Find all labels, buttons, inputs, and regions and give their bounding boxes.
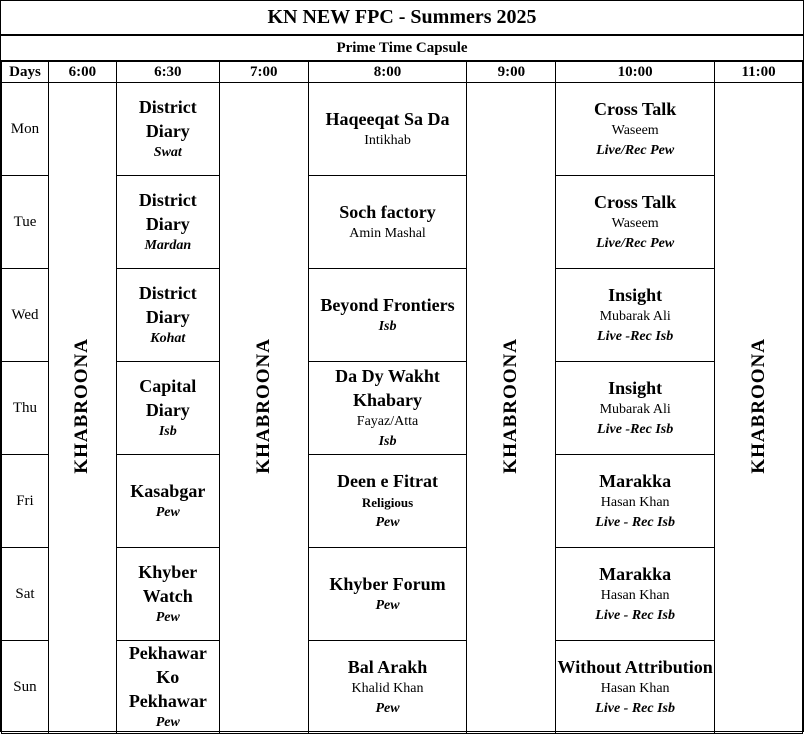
- program-note: Live/Rec Pew: [596, 143, 675, 158]
- slot-1000-cell: [556, 548, 715, 641]
- program-title: Pekhawar Ko Pekhawar: [128, 643, 207, 711]
- program-note: Pew: [375, 515, 400, 530]
- slot-630-cell: [116, 83, 219, 176]
- slot-800-cell: [308, 176, 467, 269]
- header-1000: 10:00: [556, 62, 715, 83]
- slot-800-cell: [308, 362, 467, 455]
- program-note: Pew: [375, 598, 400, 613]
- slot-1000-cell: [556, 83, 715, 176]
- slot-800-cell: [308, 548, 467, 641]
- table-row: [2, 362, 803, 455]
- header-row: [2, 62, 803, 83]
- program-note: Isb: [158, 424, 177, 439]
- program-title: Marakka: [599, 471, 672, 491]
- program-title: Insight: [608, 285, 663, 305]
- program-title: District Diary: [138, 190, 197, 234]
- program-note: Live -Rec Isb: [597, 422, 674, 437]
- day-label: Fri: [2, 455, 49, 548]
- khabroona-label: KHABROONA: [500, 337, 522, 474]
- program-title: Khyber Watch: [138, 562, 198, 606]
- slot-630-cell: [116, 548, 219, 641]
- slot-800-cell: [308, 455, 467, 548]
- program-host: Waseem: [611, 123, 659, 138]
- program-title: Insight: [608, 378, 663, 398]
- program-note: Live - Rec Isb: [595, 701, 675, 716]
- program-title: Khyber Forum: [329, 574, 446, 594]
- header-900: 9:00: [467, 62, 556, 83]
- header-600: 6:00: [48, 62, 116, 83]
- program-note: Isb: [378, 319, 397, 334]
- program-note: Live - Rec Isb: [595, 515, 675, 530]
- program-note: Pew: [155, 505, 180, 520]
- header-1100: 11:00: [715, 62, 803, 83]
- slot-630-cell: [116, 176, 219, 269]
- program-note: Live -Rec Isb: [597, 329, 674, 344]
- day-label: Thu: [2, 362, 49, 455]
- program-note: Pew: [375, 701, 400, 716]
- program-title: Deen e Fitrat: [337, 471, 438, 491]
- header-800: 8:00: [308, 62, 467, 83]
- table-row: [2, 455, 803, 548]
- table-row: [2, 83, 803, 176]
- day-label: Sat: [2, 548, 49, 641]
- program-title: Haqeeqat Sa Da: [325, 109, 450, 129]
- slot-630-cell: [116, 455, 219, 548]
- program-host: Fayaz/Atta: [356, 414, 419, 429]
- schedule-body: [2, 83, 803, 734]
- day-label: Tue: [2, 176, 49, 269]
- program-host: Hasan Khan: [600, 681, 670, 696]
- schedule-table: [1, 61, 803, 734]
- program-host: Waseem: [611, 216, 659, 231]
- slot-800-cell: [308, 641, 467, 734]
- program-title: District Diary: [138, 97, 197, 141]
- slot-1000-cell: [556, 362, 715, 455]
- program-host: Mubarak Ali: [599, 309, 671, 324]
- program-title: Da Dy Wakht Khabary: [335, 366, 440, 410]
- program-title: Without Attribution: [557, 657, 713, 677]
- program-host: Intikhab: [364, 133, 411, 148]
- program-note: Isb: [378, 434, 397, 449]
- table-row: [2, 269, 803, 362]
- program-host: Mubarak Ali: [599, 402, 671, 417]
- schedule-title: KN NEW FPC - Summers 2025: [1, 1, 803, 36]
- slot-900-block: [467, 83, 556, 734]
- header-630: 6:30: [116, 62, 219, 83]
- program-host: Amin Mashal: [349, 226, 426, 241]
- slot-1000-cell: [556, 176, 715, 269]
- program-title: Capital Diary: [139, 376, 197, 420]
- slot-1100-block: [715, 83, 803, 734]
- program-note: Live - Rec Isb: [595, 608, 675, 623]
- khabroona-label: KHABROONA: [252, 337, 274, 474]
- program-note: Live/Rec Pew: [596, 236, 675, 251]
- table-row: [2, 641, 803, 734]
- program-title: Kasabgar: [130, 481, 206, 501]
- slot-700-block: [219, 83, 308, 734]
- slot-630-cell: [116, 362, 219, 455]
- program-title: Beyond Frontiers: [320, 295, 455, 315]
- schedule-subtitle: Prime Time Capsule: [1, 36, 803, 61]
- program-note: Swat: [153, 145, 182, 160]
- program-title: Marakka: [599, 564, 672, 584]
- day-label: Sun: [2, 641, 49, 734]
- program-title: District Diary: [138, 283, 197, 327]
- day-label: Wed: [2, 269, 49, 362]
- slot-630-cell: [116, 641, 219, 734]
- khabroona-label: KHABROONA: [747, 337, 769, 474]
- program-note: Pew: [155, 610, 180, 625]
- program-title: Soch factory: [339, 202, 436, 222]
- slot-800-cell: [308, 269, 467, 362]
- program-host: Hasan Khan: [600, 495, 670, 510]
- slot-800-cell: [308, 83, 467, 176]
- program-host: Religious: [361, 495, 414, 510]
- day-label: Mon: [2, 83, 49, 176]
- program-title: Cross Talk: [594, 192, 677, 212]
- khabroona-label: KHABROONA: [71, 337, 93, 474]
- program-note: Mardan: [144, 238, 192, 253]
- table-row: [2, 548, 803, 641]
- slot-600-block: [48, 83, 116, 734]
- slot-1000-cell: [556, 269, 715, 362]
- header-700: 7:00: [219, 62, 308, 83]
- program-title: Bal Arakh: [347, 657, 428, 677]
- slot-630-cell: [116, 269, 219, 362]
- program-note: Kohat: [150, 331, 186, 346]
- program-title: Cross Talk: [594, 99, 677, 119]
- table-row: [2, 176, 803, 269]
- slot-1000-cell: [556, 641, 715, 734]
- program-host: Khalid Khan: [351, 681, 424, 696]
- header-days: Days: [2, 62, 49, 83]
- program-note: Pew: [155, 715, 180, 730]
- slot-1000-cell: [556, 455, 715, 548]
- program-host: Hasan Khan: [600, 588, 670, 603]
